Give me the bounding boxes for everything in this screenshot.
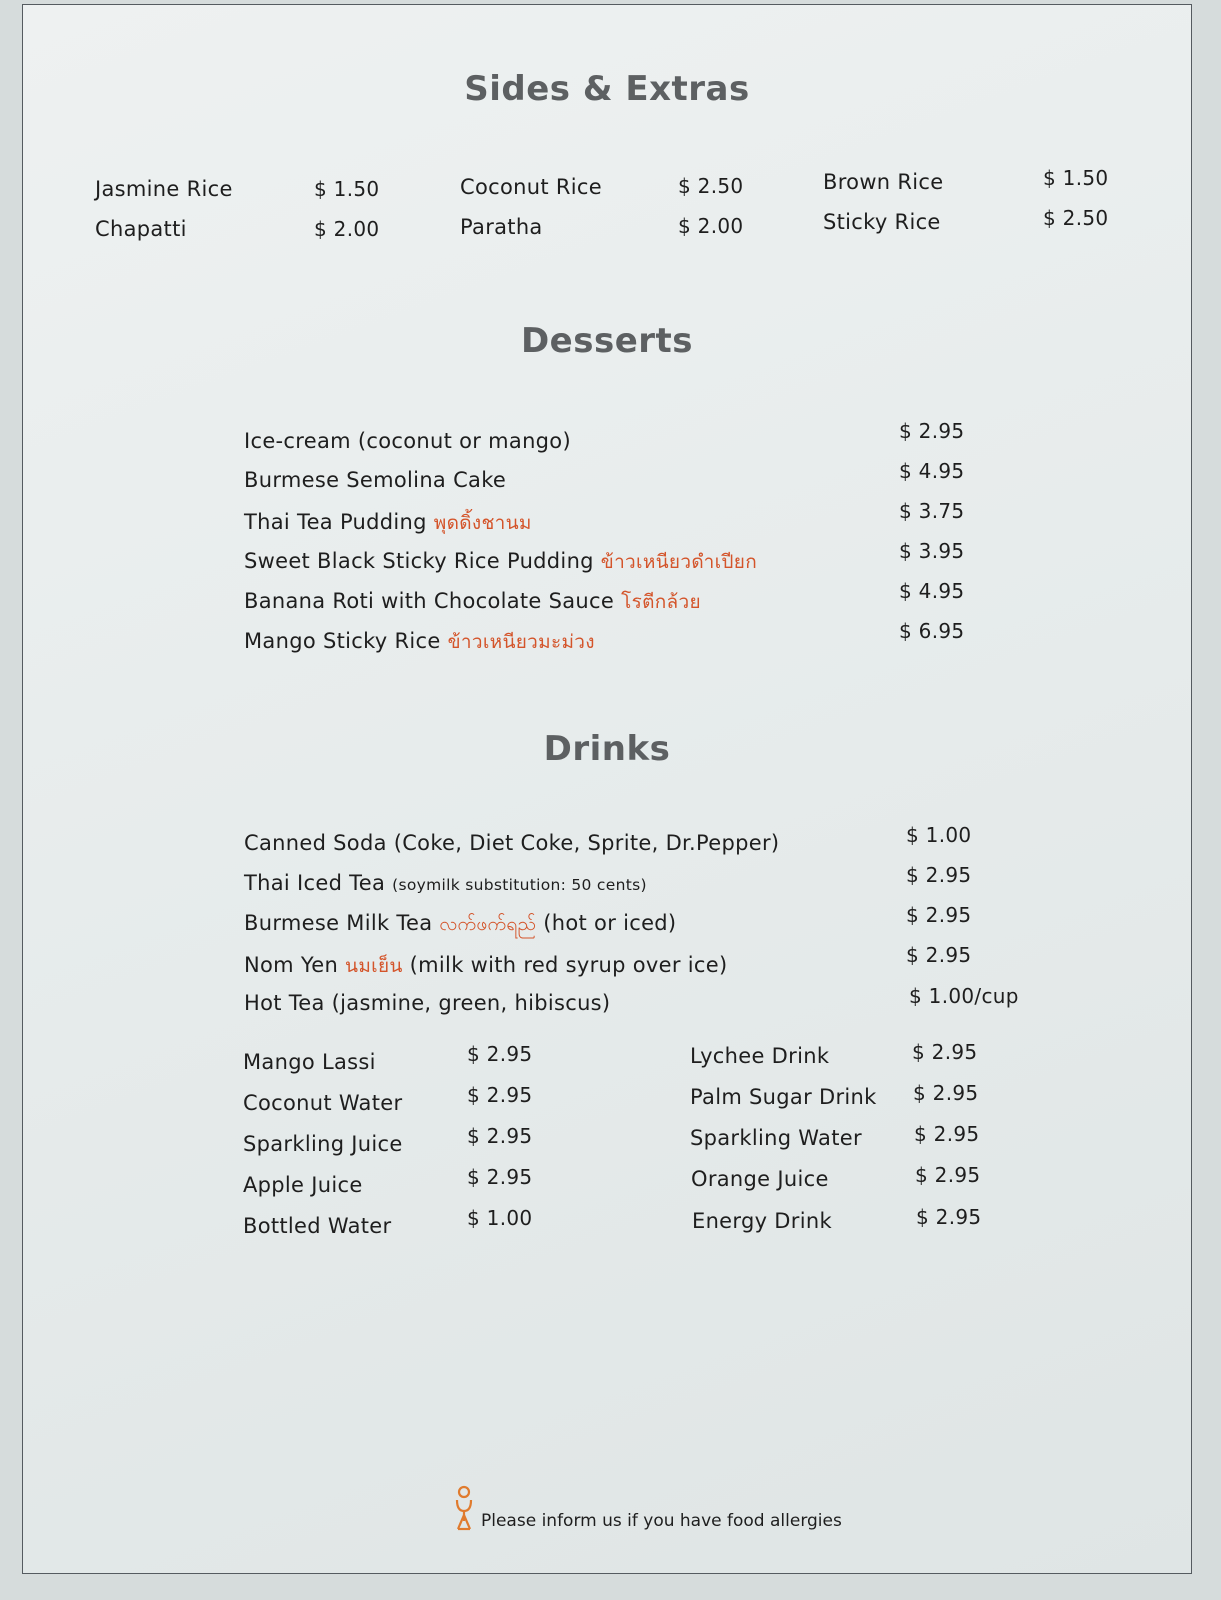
drink-item-name: Sparkling Juice [243,1132,403,1156]
menu-page [22,4,1192,1574]
drink-item-name: Coconut Water [243,1091,403,1115]
side-item-name: Coconut Rice [460,175,602,199]
dessert-item [244,508,532,538]
drink-item-name: Mango Lassi [243,1050,376,1074]
side-item-price: $ 2.00 [678,214,744,238]
drink-item-name: Nom Yen [244,953,339,977]
drink-item-price: $ 2.95 [467,1124,533,1148]
dessert-item-thai-name: โรตีกล้วย [621,591,701,613]
dessert-item-name: Thai Tea Pudding [244,510,427,534]
dessert-item [244,627,595,657]
allergy-person-icon [453,1485,475,1533]
drink-item-note: (soymilk substitution: 50 cents) [392,876,647,894]
dessert-item-price: $ 4.95 [899,579,965,603]
dessert-item [244,547,757,577]
drink-item-price: $ 1.00/cup [909,984,1019,1008]
dessert-item-name: Ice-cream (coconut or mango) [244,429,571,453]
drink-item-suffix: (hot or iced) [543,911,677,935]
side-item-price: $ 2.50 [678,174,744,198]
side-item-name: Sticky Rice [823,210,941,234]
drink-item-price: $ 2.95 [467,1165,533,1189]
dessert-item-name: Mango Sticky Rice [244,629,441,653]
drink-item [244,871,647,895]
dessert-item [244,468,506,492]
drink-item-price: $ 1.00 [467,1206,533,1230]
dessert-item [244,429,571,453]
side-item-price: $ 1.50 [314,177,380,201]
dessert-item-price: $ 4.95 [899,459,965,483]
drink-item-name: Palm Sugar Drink [690,1085,877,1109]
dessert-item-thai-name: พุดดิ้งชานม [433,512,532,534]
drink-item-name: Lychee Drink [690,1044,830,1068]
drink-item-name: Burmese Milk Tea [244,911,433,935]
side-item-name: Chapatti [95,217,187,241]
drink-item-suffix: (milk with red syrup over ice) [409,953,728,977]
drink-item-name: Thai Iced Tea [244,871,386,895]
sides-title: Sides & Extras [464,69,750,109]
dessert-item-price: $ 6.95 [899,619,965,643]
dessert-item-name: Burmese Semolina Cake [244,468,507,492]
drink-item [244,951,727,981]
side-item-name: Paratha [460,215,543,239]
drink-item-price: $ 1.00 [906,823,972,847]
drink-item-thai-name: นมเย็น [345,955,403,977]
drink-item-name: Canned Soda (Coke, Diet Coke, Sprite, Dr.Pepper) [244,831,780,855]
dessert-item-name: Banana Roti with Chocolate Sauce [244,589,615,613]
drink-item-price: $ 2.95 [467,1083,533,1107]
dessert-item-price: $ 3.95 [899,539,965,563]
drink-item-name: Orange Juice [691,1167,829,1191]
desserts-title: Desserts [520,321,694,361]
drinks-title: Drinks [543,729,671,769]
drink-item-burmese-name: လက်ဖက်ရည် [439,913,537,935]
drink-item-price: $ 2.95 [906,863,972,887]
drink-item-price: $ 2.95 [913,1081,979,1105]
dessert-item-price: $ 2.95 [899,419,965,443]
drink-item [244,991,610,1015]
drink-item-name: Energy Drink [692,1209,832,1233]
drink-item-price: $ 2.95 [916,1205,982,1229]
dessert-item-thai-name: ข้าวเหนียวมะม่วง [447,631,595,653]
side-item-name: Jasmine Rice [95,177,233,201]
allergy-notice-text: Please inform us if you have food allergies [481,1511,842,1531]
drink-item [244,911,676,940]
side-item-price: $ 2.00 [314,217,380,241]
drink-item-name: Hot Tea (jasmine, green, hibiscus) [244,991,611,1015]
drink-item-price: $ 2.95 [906,943,972,967]
dessert-item-thai-name: ข้าวเหนียวดำเปียก [600,551,758,573]
drink-item-price: $ 2.95 [915,1163,981,1187]
side-item-name: Brown Rice [823,170,944,194]
drink-item-price: $ 2.95 [912,1040,978,1064]
drink-item-price: $ 2.95 [914,1122,980,1146]
drink-item-price: $ 2.95 [906,903,972,927]
drink-item-name: Sparkling Water [690,1126,862,1150]
side-item-price: $ 1.50 [1043,166,1109,190]
dessert-item-price: $ 3.75 [899,499,965,523]
drink-item [244,831,779,855]
drink-item-name: Bottled Water [243,1214,392,1238]
side-item-price: $ 2.50 [1043,206,1109,230]
dessert-item [244,587,701,617]
dessert-item-name: Sweet Black Sticky Rice Pudding [244,549,594,573]
drink-item-name: Apple Juice [243,1173,363,1197]
drink-item-price: $ 2.95 [467,1042,533,1066]
